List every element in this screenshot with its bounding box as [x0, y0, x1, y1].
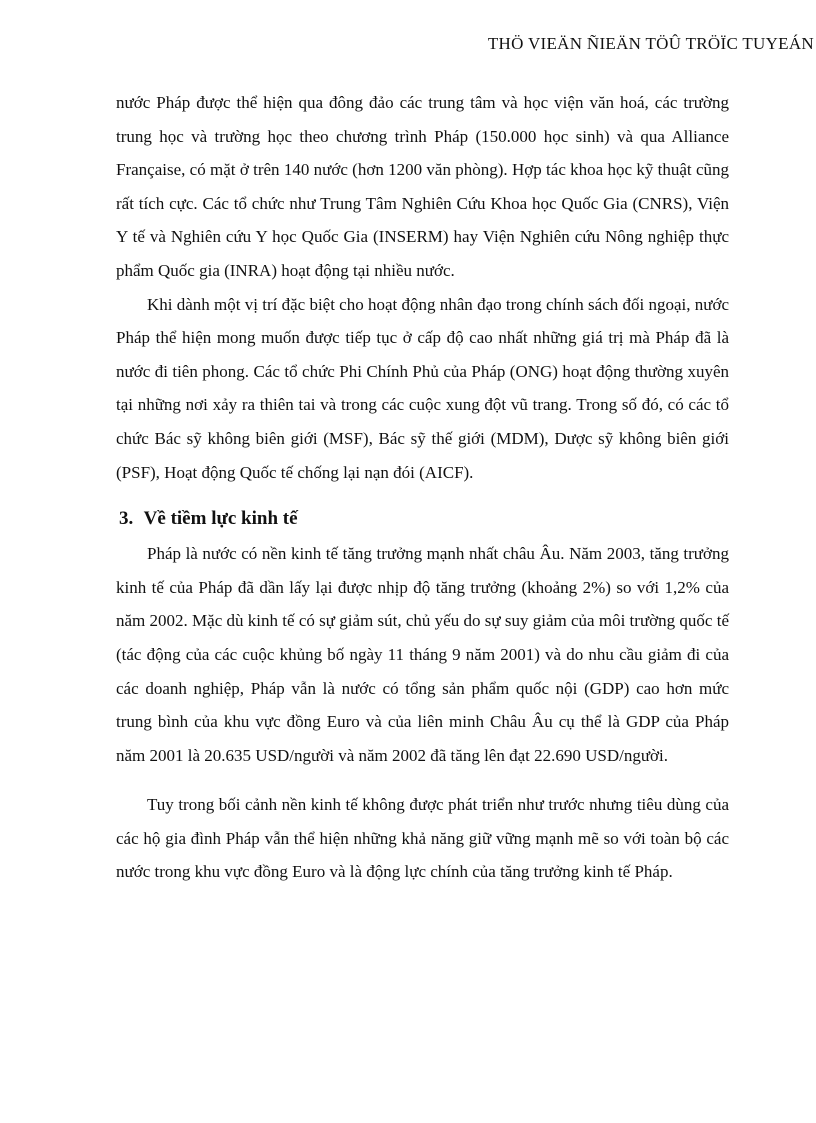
paragraph-economy-growth: Pháp là nước có nền kinh tế tăng trưởng mạnh nhất châu Âu. Năm 2003, tăng trưởng kinh tế của Pháp đã dần lấy lại được nhịp độ tăng trưởng (khoảng 2%) so với 1,2% của năm 2002. Mặc dù kinh tế có sự giảm sút, chủ yếu do sự suy giảm của môi trường quốc tế (tác động của các cuộc khủng bố ngày 11 tháng 9 năm 2001) và do nhu cầu giảm đi của các doanh nghiệp, Pháp vẫn là nước có tổng sản phẩm quốc nội (GDP) cao hơn mức trung bình của khu vực đồng Euro và của liên minh Châu Âu cụ thể là GDP của Pháp năm 2001 là 20.635 USD/người và năm 2002 đã tăng lên đạt 22.690 USD/người. — [116, 544, 729, 765]
paragraph-humanitarian: Khi dành một vị trí đặc biệt cho hoạt động nhân đạo trong chính sách đối ngoại, nước Pháp thể hiện mong muốn được tiếp tục ở cấp độ cao nhất những giá trị mà Pháp đã là nước đi tiên phong. Các tổ chức Phi Chính Phủ của Pháp (ONG) hoạt động thường xuyên tại những nơi xảy ra thiên tai và trong các cuộc xung đột vũ trang. Trong số đó, có các tổ chức Bác sỹ không biên giới (MSF), Bác sỹ thế giới (MDM), Dược sỹ không biên giới (PSF), Hoạt động Quốc tế chống lại nạn đói (AICF). — [116, 294, 729, 482]
section-number: 3. — [119, 508, 134, 530]
section-title: Về tiềm lực kinh tế — [143, 508, 298, 530]
paragraph-household-consumption: Tuy trong bối cảnh nền kinh tế không được phát triển như trước nhưng tiêu dùng của các hộ gia đình Pháp vẫn thể hiện những khả năng giữ vững mạnh mẽ so với toàn bộ các nước trong khu vực đồng Euro và là động lực chính của tăng trưởng kinh tế Pháp. — [116, 795, 729, 882]
document-body — [116, 86, 729, 889]
section-heading — [119, 504, 729, 534]
running-header: THÖ VIEÄN ÑIEÄN TÖÛ TRÖÏC TUYEÁN — [487, 34, 814, 53]
paragraph-cultural-cooperation: nước Pháp được thể hiện qua đông đảo các trung tâm và học viện văn hoá, các trường trung học và trường học theo chương trình Pháp (150.000 học sinh) và qua Alliance Française, có mặt ở trên 140 nước (hơn 1200 văn phòng). Hợp tác khoa học kỹ thuật cũng rất tích cực. Các tổ chức như Trung Tâm Nghiên Cứu Khoa học Quốc Gia (CNRS), Viện Y tế và Nghiên cứu Y học Quốc Gia (INSERM) hay Viện Nghiên cứu Nông nghiệp thực phẩm Quốc gia (INRA) hoạt động tại nhiều nước. — [116, 93, 729, 280]
